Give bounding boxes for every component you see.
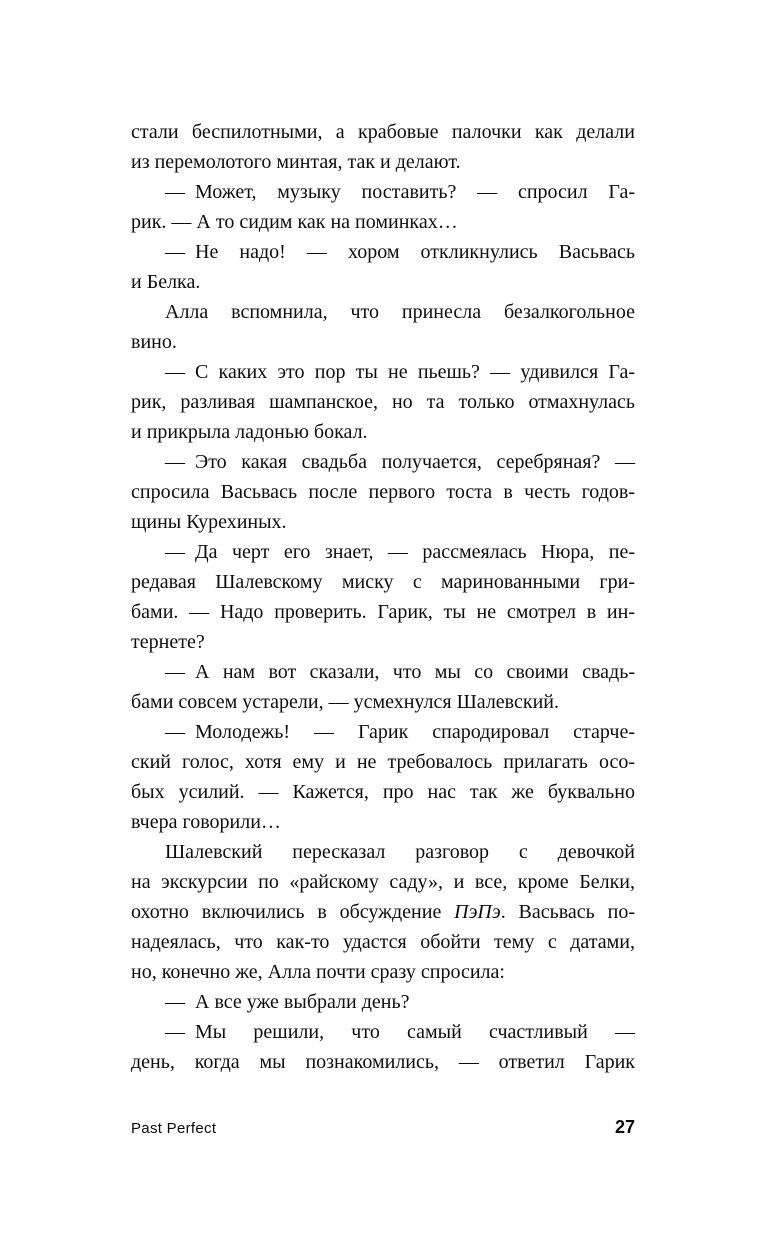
text-segment: . Васьвась по- [500,901,635,923]
text-line: спросила Васьвась после первого тоста в честь годов- [131,481,635,503]
running-title: Past Perfect [131,1120,217,1137]
text-line: — Мы решили, что самый счастливый — [165,1021,635,1043]
text-line: ский голос, хотя ему и не требовалось прилагать осо- [131,751,635,773]
text-line: — Да черт его знает, — рассмеялась Нюра, пе- [165,541,635,563]
text-line: — Не надо! — хором откликнулись Васьвась [165,241,635,263]
italic-term: ПэПэ [454,901,501,923]
page-footer [131,1117,635,1138]
text-line: — С каких это пор ты не пьешь? — удивился Га- [165,361,635,383]
text-segment: охотно включились в обсуждение [131,901,455,923]
text-line: тернете? [131,631,205,653]
text-line: рик. — А то сидим как на поминках… [131,211,458,233]
text-line: бых усилий. — Кажется, про нас так же буквально [131,781,635,803]
text-line: редавая Шалевскому миску с маринованными гри- [131,571,635,593]
text-line: — Молодежь! — Гарик спародировал старче- [165,721,635,743]
text-line: бами совсем устарели, — усмехнулся Шалевский. [131,691,560,713]
page-text [131,117,635,1077]
text-line: на экскурсии по «райскому саду», и все, кроме Белки, [131,871,635,893]
text-line: день, когда мы познакомились, — ответил Гарик [131,1051,635,1073]
text-line: — А все уже выбрали день? [165,991,410,1013]
text-line: Алла вспомнила, что принесла безалкогольное [165,301,635,323]
text-line: вино. [131,331,177,353]
text-line: стали беспилотными, а крабовые палочки как делали [131,121,635,143]
text-line: надеялась, что как-то удастся обойти тему с датами, [131,931,635,953]
text-line: бами. — Надо проверить. Гарик, ты не смотрел в ин- [131,601,635,623]
text-line: и Белка. [131,271,201,293]
text-line: Шалевский пересказал разговор с девочкой [165,841,635,863]
page-number: 27 [614,1117,635,1137]
text-line: — Может, музыку поставить? — спросил Га- [165,181,635,203]
text-line: но, конечно же, Алла почти сразу спросила: [131,961,505,983]
text-line: вчера говорили… [131,811,281,833]
text-line: рик, разливая шампанское, но та только отмахнулась [131,391,635,413]
text-line: — Это какая свадьба получается, серебряная? — [165,451,635,473]
text-line: из перемолотого минтая, так и делают. [131,151,461,173]
text-line: — А нам вот сказали, что мы со своими свадь- [165,661,635,683]
text-line: щины Курехиных. [131,511,287,533]
text-line: и прикрыла ладонью бокал. [131,421,368,443]
text-line [131,897,635,927]
